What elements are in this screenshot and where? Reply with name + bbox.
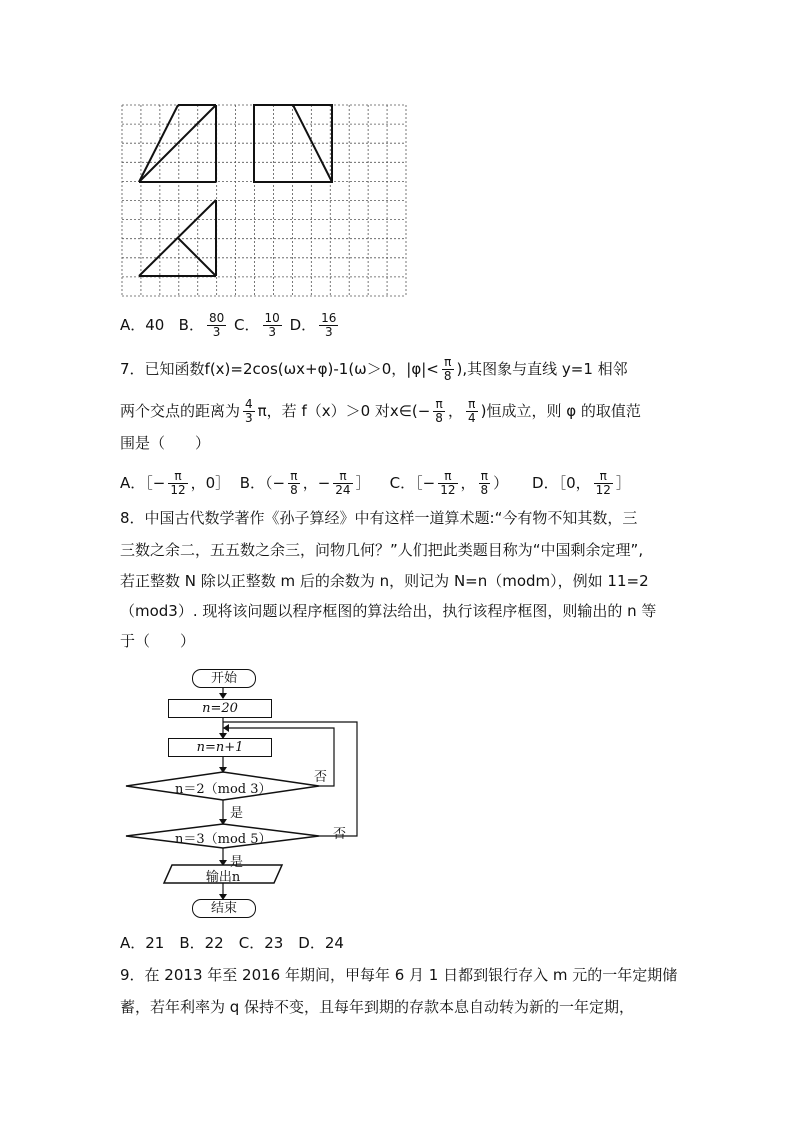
q8-line-5: 于（ ） [120,632,196,650]
q8-line-1: 8．中国古代数学著作《孙子算经》中有这样一道算术题:“今有物不知其数，三 [120,509,638,527]
q6-option-b-frac: $\frac{80}{3}$ [208,311,225,339]
flow-output: 输出n [205,870,241,885]
flow-start: 开始 [192,669,256,688]
q9-line-2: 蓄，若年利率为 q 保持不变，且每年到期的存款本息自动转为新的一年定期， [120,998,635,1016]
q7-option-a: A．［− $\frac{\pi}{12}$ ，0］ [120,469,231,497]
flow-no-label-1: 否 [314,770,328,785]
q8-line-2: 三数之余二，五五数之余三，问物几何？”人们把此类题目称为“中国剩余定理”, [120,541,644,559]
q6-option-a: A．40 [120,316,165,334]
q7-line-1: 7．已知函数f(x)=2cos(ωx+φ)-1(ω＞0，|φ|< $\frac{\pi}{8}$ ),其图象与直线 y=1 相邻 [120,355,628,383]
flow-step: n=n+1 [168,738,272,757]
q8-line-4: （mod3）. 现将该问题以程序框图的算法给出，执行该程序框图，则输出的 n 等 [120,602,657,620]
flow-cond2: n＝3（mod 5） [175,832,272,847]
q6-option-c-label: C． [234,316,260,334]
q8-options: A．21 B．22 C．23 D．24 [120,934,344,952]
flow-end: 结束 [192,899,256,918]
flow-cond1: n＝2（mod 3） [175,782,272,797]
q6-option-c-frac: $\frac{10}{3}$ [264,311,280,339]
flow-no-label-2: 否 [333,827,347,842]
q6-option-b-label: B． [178,316,204,334]
q7-option-b: B．（− $\frac{\pi}{8}$ ，− $\frac{\pi}{24}$ ］ [239,469,371,497]
q8-line-3: 若正整数 N 除以正整数 m 后的余数为 n，则记为 N=n（modm），例如 11=2 [120,572,649,590]
q7-option-d: D．［0， $\frac{\pi}{12}$ ］ [532,469,631,497]
flow-init: n=20 [168,699,272,718]
q7-option-c: C．［− $\frac{\pi}{12}$ ， $\frac{\pi}{8}$ ） [389,469,509,497]
q6-option-d-label: D． [289,316,317,334]
q7-line-2: 两个交点的距离为 $\frac{4}{3}$ π，若 f（x）＞0 对x∈(− $\frac{\pi}{8}$ ， $\frac{\pi}{4}$ )恒成立，则 φ 的取值范 [120,397,641,425]
q6-option-d-frac: $\frac{16}{3}$ [321,311,337,339]
q9-line-1: 9．在 2013 年至 2016 年期间，甲每年 6 月 1 日都到银行存入 m 元的一年定期储 [120,966,678,984]
flow-yes-label-2: 是 [230,855,244,870]
q7-line-3: 围是（ ） [120,434,211,452]
flow-yes-label-1: 是 [230,806,244,821]
